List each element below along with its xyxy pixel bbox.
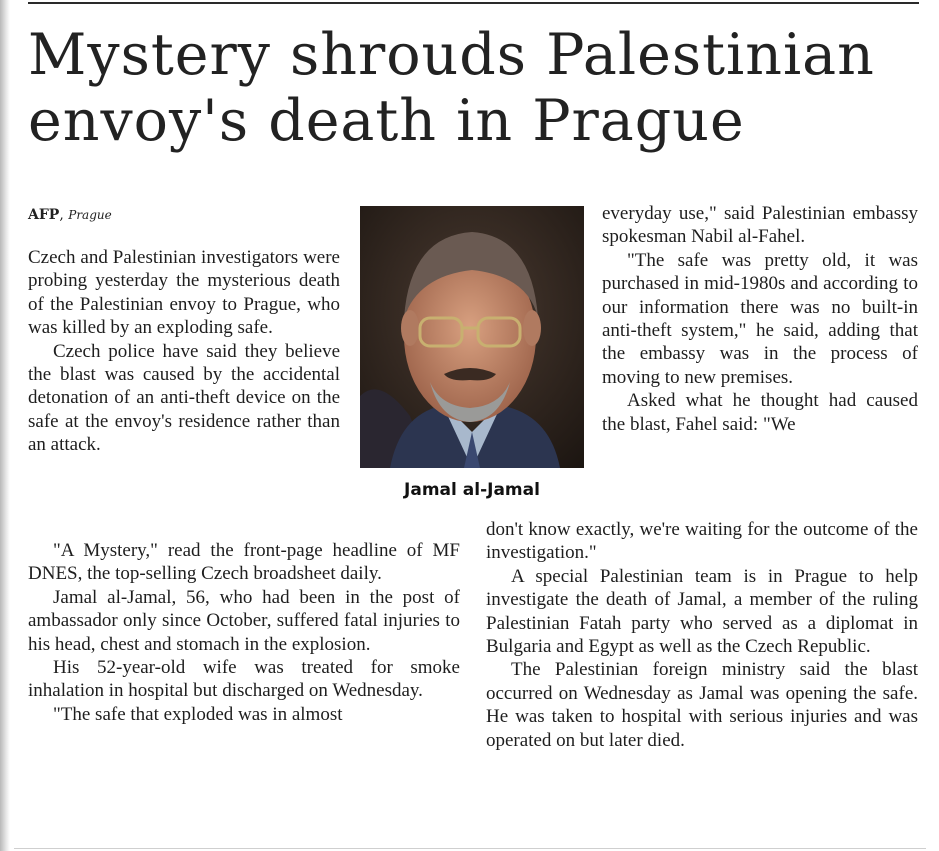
paragraph-9: A special Palestinian team is in Prague to help investigate the death of Jamal, a member of the ruling Palestinian Fatah party who served as a diplomat in Bulgaria and Egypt as well as the Czech Republic. xyxy=(486,565,918,658)
column-right-bottom xyxy=(486,518,918,752)
column-left-top xyxy=(28,246,340,457)
paragraph-8-cont: don't know exactly, we're waiting for the outcome of the investigation." xyxy=(486,519,918,564)
portrait-image xyxy=(360,206,584,468)
top-rule xyxy=(28,2,919,4)
headline-line-2: envoy's death in Prague xyxy=(28,88,745,154)
byline-agency: AFP xyxy=(28,207,60,223)
paragraph-6: "The safe that exploded was in almost xyxy=(53,703,343,725)
column-left-bottom xyxy=(28,539,460,726)
paragraph-2: Czech police have said they believe the blast was caused by the accidental detonation of an anti-theft device on the safe at the envoy's residence rather than an attack. xyxy=(28,340,340,456)
paragraph-6-cont: everyday use," said Palestinian embassy spokesman Nabil al-Fahel. xyxy=(602,203,918,248)
byline: AFP, Prague xyxy=(28,207,112,223)
page-edge-shadow xyxy=(0,0,10,851)
photo-caption: Jamal al-Jamal xyxy=(404,480,540,500)
paragraph-3: "A Mystery," read the front-page headline of MF DNES, the top-selling Czech broadsheet daily. xyxy=(28,540,460,585)
paragraph-8: Asked what he thought had caused the blast, Fahel said: "We xyxy=(602,390,918,435)
byline-place: Prague xyxy=(68,208,112,222)
paragraph-1: Czech and Palestinian investigators were probing yesterday the mysterious death of the Palestinian envoy to Prague, who was killed by an exploding safe. xyxy=(28,247,340,339)
paragraph-4: Jamal al-Jamal, 56, who had been in the post of ambassador only since October, suffered fatal injuries to his head, chest and stomach in the explosion. xyxy=(28,586,460,655)
headline-line-1: Mystery shrouds Palestinian xyxy=(28,22,875,88)
paragraph-5: His 52-year-old wife was treated for smoke inhalation in hospital but discharged on Wednesday. xyxy=(28,657,460,702)
paragraph-10: The Palestinian foreign ministry said the blast occurred on Wednesday as Jamal was opening the safe. He was taken to hospital with serious injuries and was operated on but later died. xyxy=(486,659,918,751)
bottom-rule xyxy=(14,848,926,849)
headline xyxy=(28,22,928,154)
column-right-top xyxy=(602,202,918,436)
paragraph-7: "The safe was pretty old, it was purchased in mid-1980s and according to our information there was no built-in anti-theft system," he said, adding that the embassy was in the process of moving to new premises. xyxy=(602,249,918,388)
portrait-photo xyxy=(360,206,584,468)
